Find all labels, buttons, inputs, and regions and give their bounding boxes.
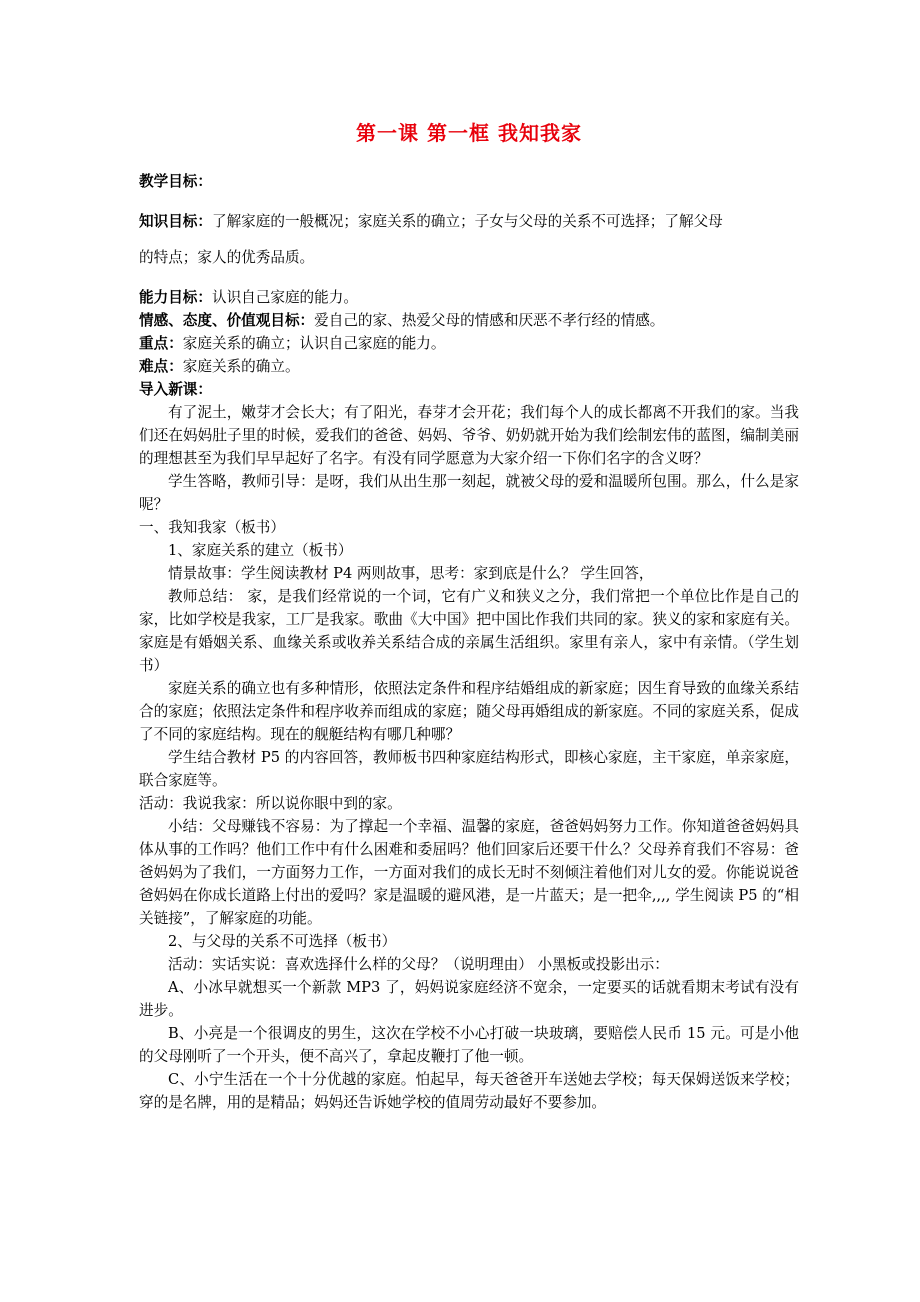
paragraph-summary: 小结：父母赚钱不容易：为了撑起一个幸福、温馨的家庭，爸爸妈妈努力工作。你知道爸爸妈妈具体从事的工作吗？他们工作中有什么困难和委屈吗？他们回家后还要干什么？父母养育我们不容易：爸爸妈妈为了我们，一方面努力工作，一方面对我们的成长无时不刻倾注着他们对儿女的爱。你能说说爸爸妈妈在你成长道路上付出的爱吗？家是温暖的避风港，是一片蓝天；是一把伞,,,, 学生阅读 P5 的“相关链接”，了解家庭的功能。 [139,818,799,927]
case-b: B、小亮是一个很调皮的男生，这次在学校不小心打破一块玻璃，要赔偿人民币 15 元。可是小他的父母刚听了一个开头，便不高兴了，拿起皮鞭打了他一顿。 [139,1025,799,1065]
paragraph-student-answer: 学生答略，教师引导：是呀，我们从出生那一刻起，就被父母的爱和温暖所包围。那么，什么是家呢？ [139,473,799,513]
case-c: C、小宁生活在一个十分优越的家庭。怕起早，每天爸爸开车送她去学校；每天保姆送饭来学校；穿的是名牌，用的是精品；妈妈还告诉她学校的值周劳动最好不要参加。 [139,1071,799,1111]
subsection-heading-1-2: 2、与父母的关系不可选择（板书） [168,933,397,950]
case-a: A、小冰早就想买一个新款 MP3 了，妈妈说家庭经济不宽余，一定要买的话就看期末考试有没有进步。 [139,979,799,1019]
paragraph-activity-2: 活动：实话实说：喜欢选择什么样的父母？（说明理由） 小黑板或投影出示： [168,956,669,973]
difficulty-label: 难点： [139,358,183,375]
paragraph-family-structure: 学生结合教材 P5 的内容回答，教师板书四种家庭结构形式，即核心家庭，主干家庭，单亲家庭，联合家庭等。 [139,749,799,789]
paragraph-intro: 有了泥土，嫩芽才会长大；有了阳光，春芽才会开花；我们每个人的成长都离不开我们的家。当我们还在妈妈肚子里的时候，爱我们的爸爸、妈妈、爷爷、奶奶就开始为我们绘制宏伟的蓝图，编制美丽的理想甚至为我们早早起好了名字。有没有同学愿意为大家介绍一下你们名字的含义呀？ [139,404,799,467]
knowledge-objective-line2: 的特点；家人的优秀品质。 [139,249,315,266]
knowledge-text-1: 了解家庭的一般概况；家庭关系的确立；子女与父母的关系不可选择；了解父母 [211,213,723,230]
paragraph-teacher-summary: 教师总结： 家，是我们经常说的一个词，它有广义和狭义之分，我们常把一个单位比作是自己的家，比如学校是我家，工厂是我家。歌曲《大中国》把中国比作我们共同的家。狭义的家和家庭有关。家庭是有婚姻关系、血缘关系或收养关系结合成的亲属生活组织。家里有亲人，家中有亲情。（学生划书） [139,588,799,674]
emotion-label: 情感、态度、价值观目标： [139,312,315,329]
key-point-text: 家庭关系的确立；认识自己家庭的能力。 [182,335,446,352]
difficulty-text: 家庭关系的确立。 [182,358,300,375]
emotion-objective [139,309,799,332]
section-heading-1: 一、我知我家（板书） [139,519,285,536]
intro-heading: 导入新课： [139,381,212,398]
objectives-heading: 教学目标： [139,173,212,190]
emotion-text: 爱自己的家、热爱父母的情感和厌恶不孝行经的情感。 [314,312,665,329]
document-page [139,118,799,1114]
key-point [139,332,799,355]
ability-objective [139,286,799,309]
knowledge-label: 知识目标： [139,213,212,230]
subsection-heading-1-1: 1、家庭关系的建立（板书） [168,542,353,559]
difficulty [139,355,799,378]
knowledge-objective-line1 [139,210,799,233]
paragraph-story: 情景故事：学生阅读教材 P4 两则故事，思考：家到底是什么？ 学生回答， [168,565,654,582]
key-point-label: 重点： [139,335,183,352]
paragraph-family-relations: 家庭关系的确立也有多种情形，依照法定条件和程序结婚组成的新家庭；因生育导致的血缘关系结合的家庭；依照法定条件和程序收养而组成的家庭；随父母再婚组成的新家庭。不同的家庭关系，促成了不同的家庭结构。现在的舰艇结构有哪几种哪？ [139,680,799,743]
paragraph-activity: 活动：我说我家：所以说你眼中到的家。 [139,795,402,812]
lesson-title: 第一课 第一框 我知我家 [356,121,582,145]
ability-label: 能力目标： [139,289,212,306]
ability-text: 认识自己家庭的能力。 [211,289,358,306]
